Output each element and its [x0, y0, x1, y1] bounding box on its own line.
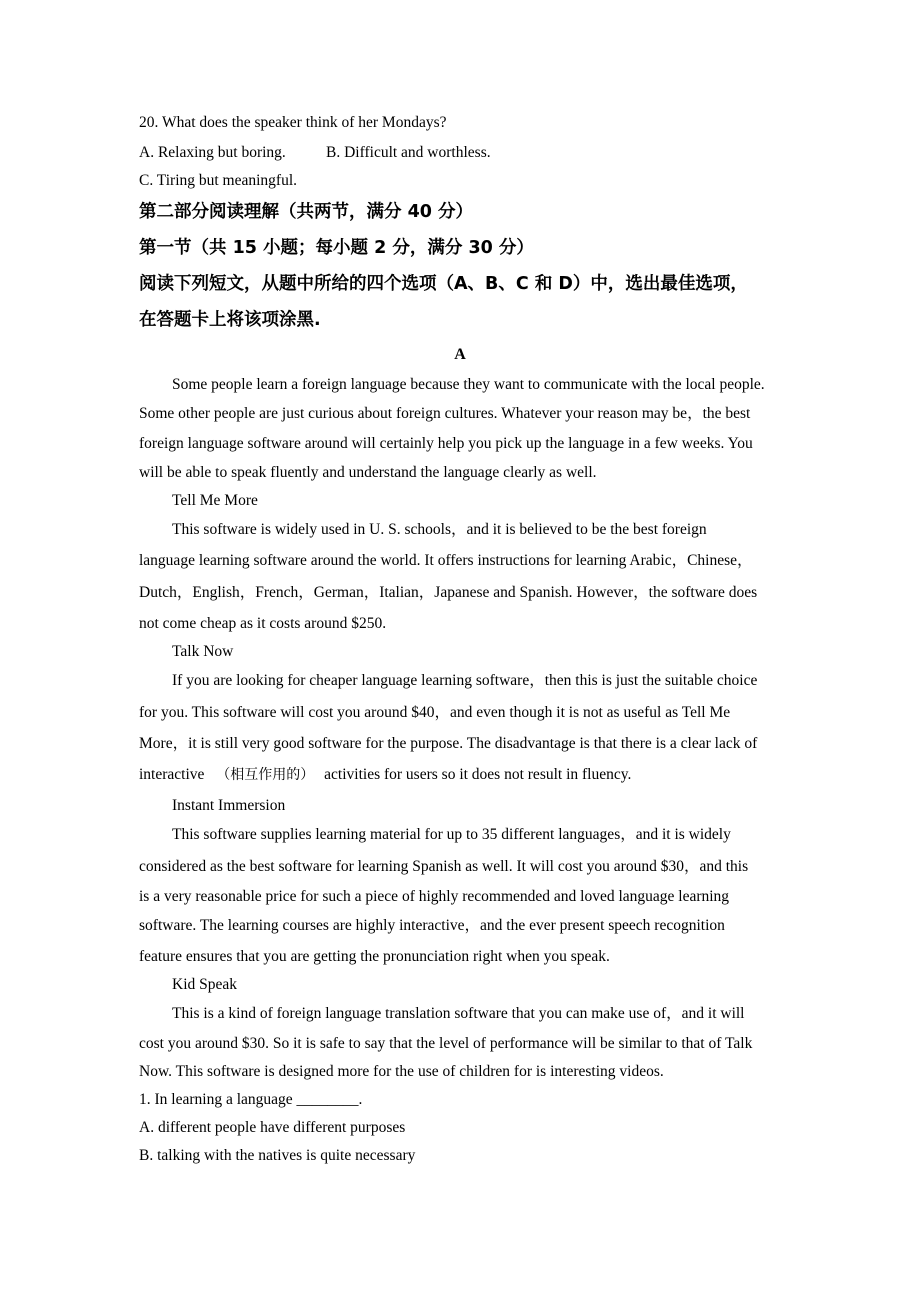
instruction-line-2: 在答题卡上将该项涂黑.	[139, 310, 321, 330]
p1-line: Dutch，English，French，German，Italian，Japanese and Spanish. However，the software does	[139, 584, 758, 601]
p3-line: considered as the best software for learning Spanish as well. It will cost you around $30，and this	[139, 858, 749, 875]
p3-title: Instant Immersion	[172, 797, 286, 814]
p2-last-text: activities for users so it does not result in fluency.	[324, 766, 632, 783]
part-title: 第二部分阅读理解（共两节，满分 40 分）	[139, 202, 474, 222]
q20-option-a: A. Relaxing but boring.	[139, 144, 286, 161]
intro-line: Some people learn a foreign language because they want to communicate with the local people.	[172, 376, 765, 393]
p3-line: software. The learning courses are highly interactive，and the ever present speech recognition	[139, 917, 725, 934]
p4-line: Now. This software is designed more for the use of children for is interesting videos.	[139, 1063, 664, 1080]
q20-options-row	[139, 143, 781, 163]
q1-option-a: A. different people have different purposes	[139, 1119, 406, 1136]
intro-line: Some other people are just curious about foreign cultures. Whatever your reason may be，the best	[139, 405, 751, 422]
p2-line: If you are looking for cheaper language learning software，then this is just the suitable choice	[172, 672, 758, 689]
p4-title: Kid Speak	[172, 976, 238, 993]
p3-line: feature ensures that you are getting the pronunciation right when you speak.	[139, 948, 610, 965]
intro-line: foreign language software around will certainly help you pick up the language in a few weeks. You	[139, 435, 753, 452]
q1-option-b: B. talking with the natives is quite necessary	[139, 1147, 416, 1164]
q1-question: 1. In learning a language ________.	[139, 1091, 363, 1108]
instruction-line-1: 阅读下列短文，从题中所给的四个选项（A、B、C 和 D）中，选出最佳选项，	[139, 274, 748, 294]
p1-line: language learning software around the world. It offers instructions for learning Arabic，Chinese，	[139, 552, 753, 569]
q20-option-b: B. Difficult and worthless.	[326, 144, 491, 161]
p2-line-last	[139, 765, 781, 785]
p2-line: More，it is still very good software for the purpose. The disadvantage is that there is a clear lack of	[139, 735, 758, 752]
p3-line: is a very reasonable price for such a piece of highly recommended and loved language learning	[139, 888, 730, 905]
q20-question: 20. What does the speaker think of her Mondays?	[139, 114, 447, 131]
p2-title: Talk Now	[172, 643, 234, 660]
passage-label: A	[454, 346, 466, 363]
p2-line: for you. This software will cost you around $40，and even though it is not as useful as Tell Me	[139, 704, 731, 721]
q20-option-c: C. Tiring but meaningful.	[139, 172, 298, 189]
sub-title: 第一节（共 15 小题；每小题 2 分，满分 30 分）	[139, 238, 534, 258]
p1-line: This software is widely used in U. S. schools，and it is believed to be the best foreign	[172, 521, 707, 538]
p1-title: Tell Me More	[172, 492, 258, 509]
p2-gloss: （相互作用的）	[216, 767, 315, 783]
p4-line: cost you around $30. So it is safe to say that the level of performance will be similar to that of Talk	[139, 1035, 753, 1052]
p4-line: This is a kind of foreign language translation software that you can make use of，and it will	[172, 1005, 745, 1022]
p2-word-interactive: interactive	[139, 766, 205, 783]
p1-line: not come cheap as it costs around $250.	[139, 615, 387, 632]
intro-line: will be able to speak fluently and understand the language clearly as well.	[139, 464, 597, 481]
p3-line: This software supplies learning material for up to 35 different languages，and it is widely	[172, 826, 731, 843]
